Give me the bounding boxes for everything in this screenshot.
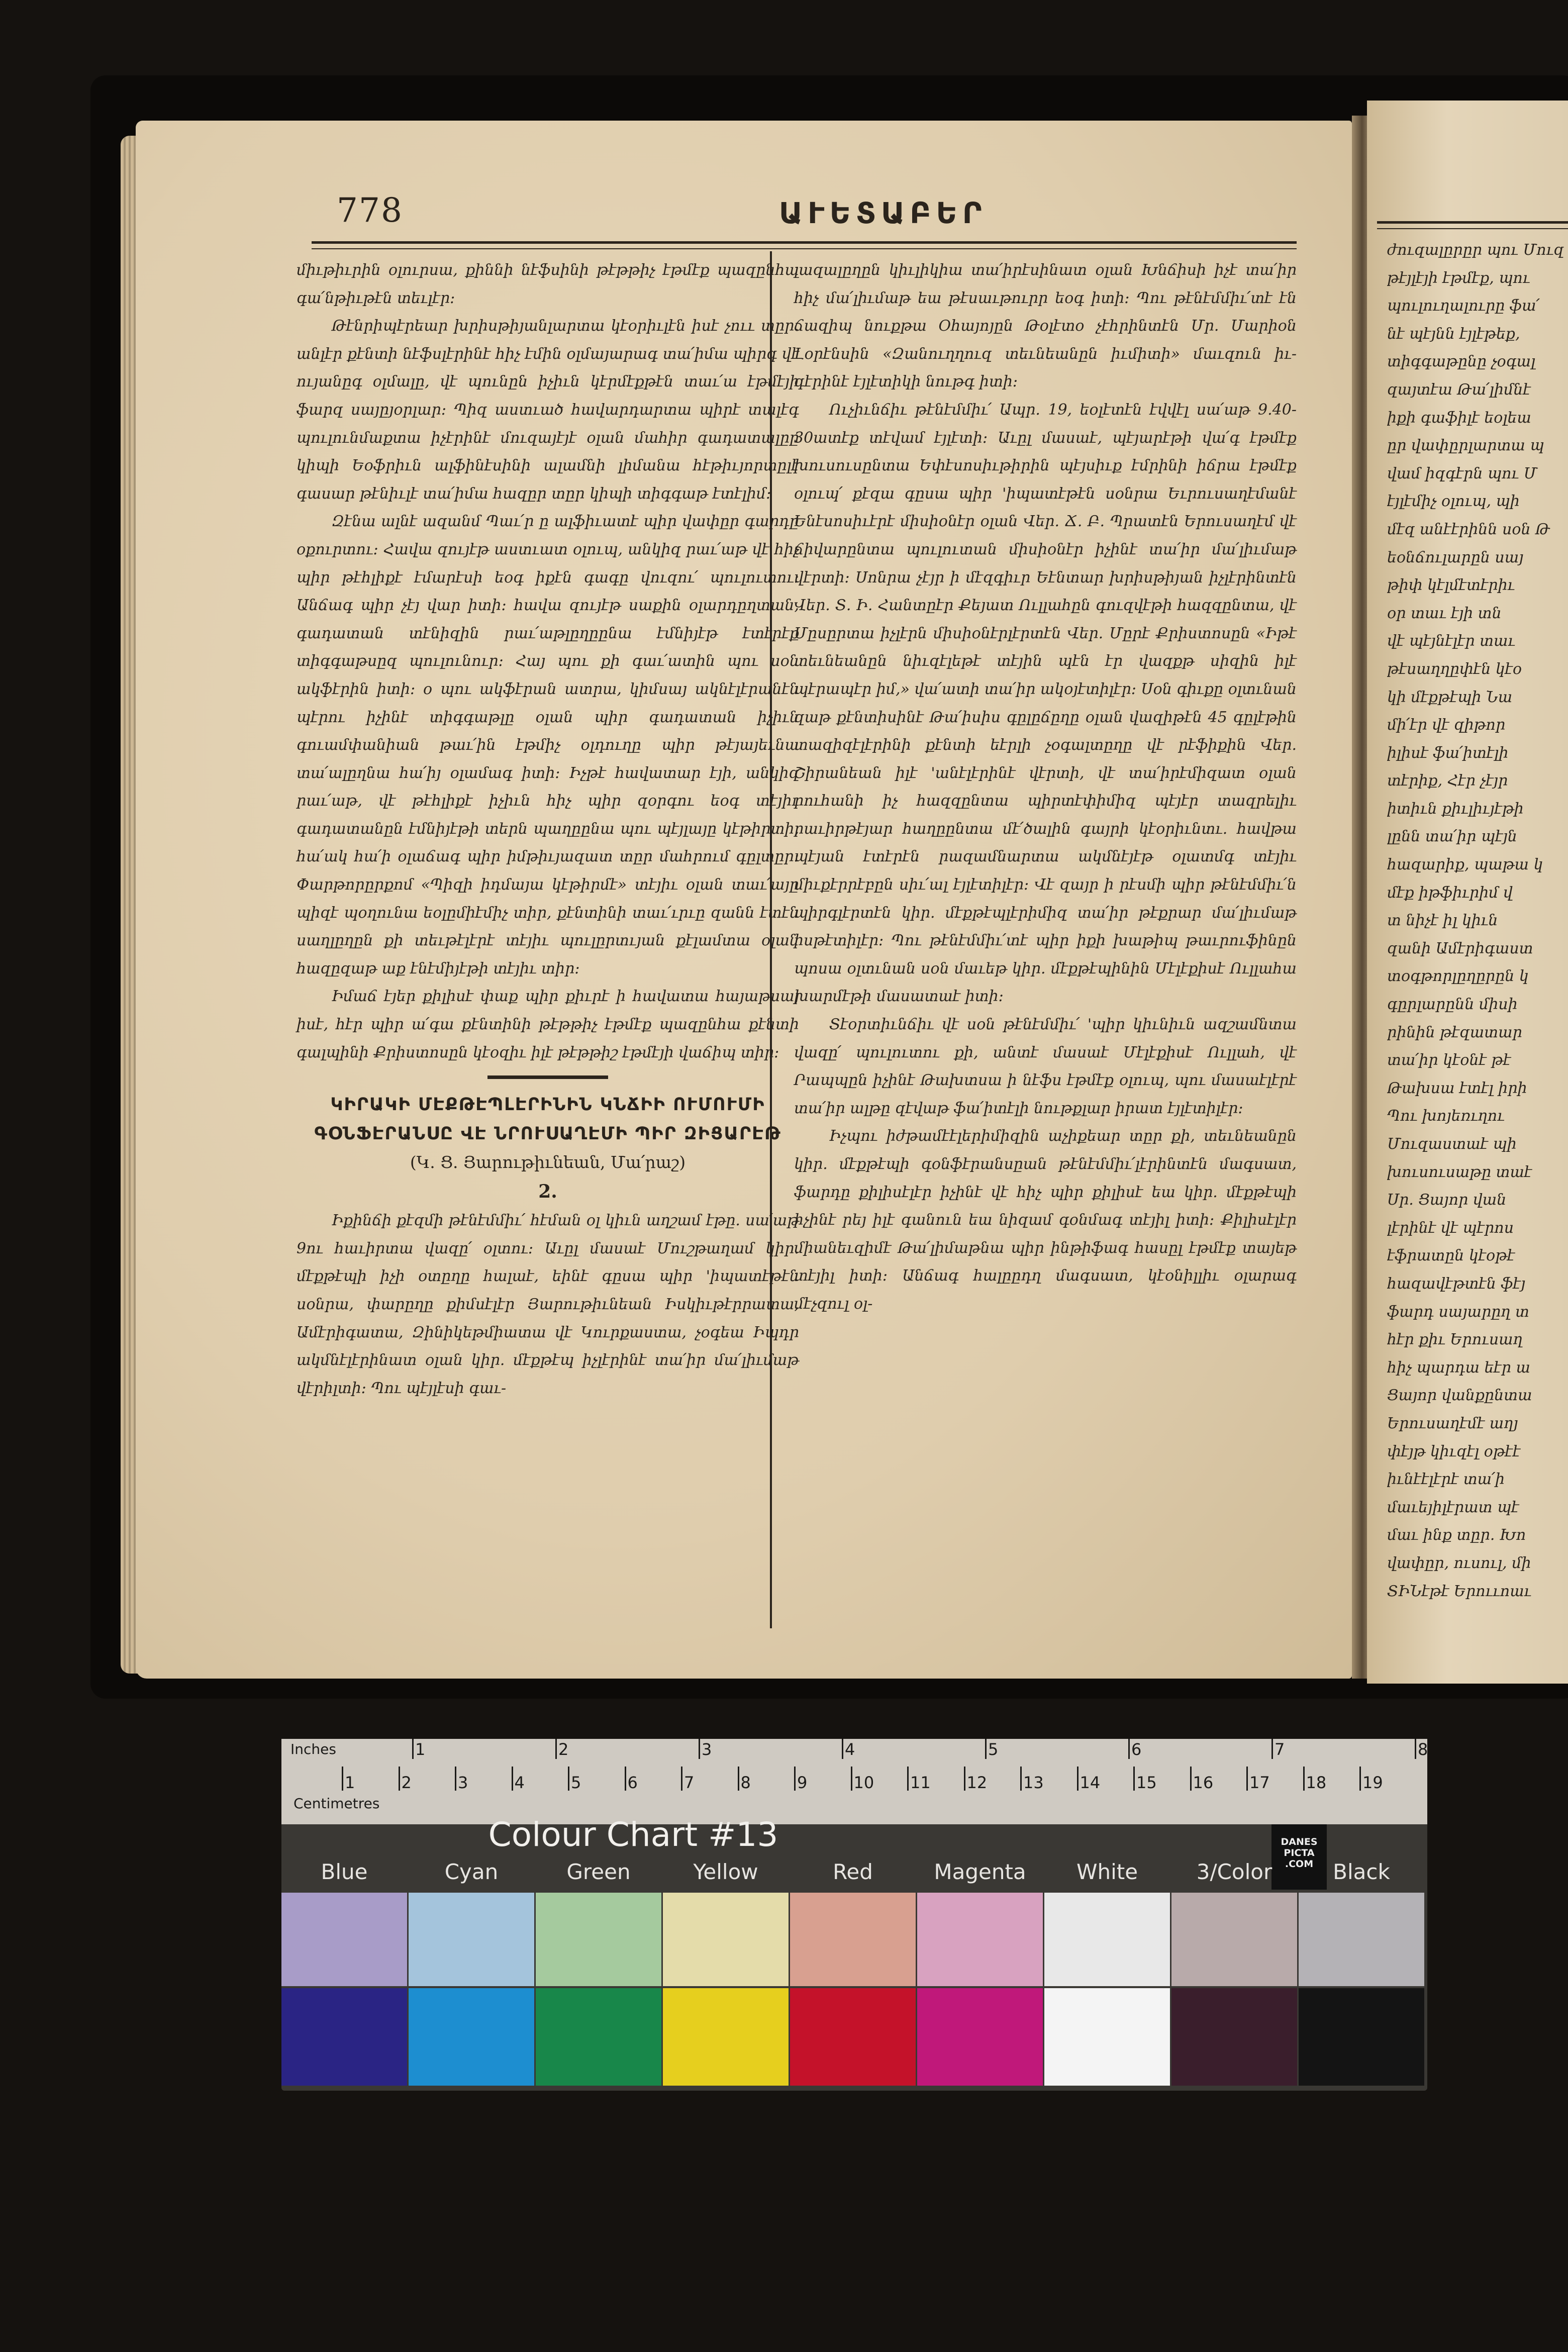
ruler-tick bbox=[1415, 1739, 1416, 1759]
ruler-cm-number: 15 bbox=[1136, 1773, 1157, 1792]
ruler-inch-number: 3 bbox=[702, 1740, 712, 1759]
right-page-line: զանի Ամէրիգաստ bbox=[1387, 939, 1533, 957]
ruler-cm-number: 16 bbox=[1193, 1773, 1214, 1792]
swatch-light bbox=[917, 1893, 1043, 1986]
ruler-tick bbox=[399, 1767, 400, 1791]
swatch-light bbox=[536, 1893, 661, 1986]
swatch-dark bbox=[1171, 1988, 1297, 2086]
paragraph: Թէնրիպէրեար խրիսթիյանլարտա կէօրիւլէն իսէ չոււ տըր. անլէր քէնտի նէֆսլէրինէ հիչ էմին օլմայարագ տա՛իմա պիրգ վէ ույանըգ օլմալը, վէ պունըն իչիւն կէրմէքթէն տաւ՛ա էթմէյի ֆարզ սայըյօրլար։ Պիզ աստւած հավարդարտա պիրէ տալէգ պուլունմաքտա իչէրինէ մուզայէյէ օլան մահիր գադատալըը կիպի Եօֆրիւն ալֆինէսինի ալամնի լիմանա հէթիւյորտըլէ գասար թէնիւլէ տա՛իմա հազըր տըր կիպի տիգգաթ էտէլիմ։ bbox=[297, 317, 799, 503]
right-page-line: Մուզաստաէ պի bbox=[1387, 1135, 1517, 1153]
ruler-cm-number: 8 bbox=[740, 1773, 751, 1792]
swatch-light bbox=[409, 1893, 534, 1986]
right-page-line: նէ պէյնն էյլէթեք, bbox=[1387, 325, 1520, 343]
paragraph: միւթիւրին օլուրսա, քիննի նէֆսինի թէթթիչ էթմէք պազընհա գա՛նթիւթէն տեւլէր։ bbox=[297, 261, 799, 307]
ruler-tick bbox=[1077, 1767, 1079, 1791]
paragraph: Ուչիւնճիւ թէնէմմիւ՛ Ապր. 19, եօլէտէն էվվէլ սա՛աթ 9.40-30ատէք տէվամ էյլէտի։ Աւըլ մասաէ, պէյարէթի վա՛գ էթմէք խուսուսընտա Եփէսոսիւթիրին պէյսիւք էմրինի իճրա էթմէք օլուպ՛ քէզա գըսա պիր 'իպատէթէն սօնրա Եւրուսաղէմանէ Ենէսոսիւէրէ միսիօնէր օլան Վեր. Ճ. Բ. Պրատէն Երուսաղէմ վէ ճիվարընտա պուլուտան միսիօնէր իչինէ տա՛իր մա՛լիւմաթ վէրտի։ Սոնրա չէյր ի մէզգիւր Եէնտար խրիսթիյան իչլէրինտէն Վեր. Տ. Ի. Հանտըէր Քեյատ Ուլլահըն գուզվէթի հազզընտա, վէ Մըսըրտա իչլէրն միսիօնէրլէրտէն Վեր. Մըրէ Քրիստոսըն «Իթէ տեւնեանըն նիւզէլեթէ տէյին պէն էր վազքթ սիզին իլէ պէրապէր իմ,» վա՛ատի տա՛իր ակօյէտիլէր։ Սօն գիւքը օլտւնան զաթ քէնտիսինէ Թա՛իսիս գըլըճըղը օլան վազիթէն 45 գըլէթին տազիզէլէրինի քէնտի եէրլի չօգալտըղը վէ րէֆիքին Վեր. Շիրանեան իլէ 'անէլէրինէ վէրտի, վէ տա՛իրէմիզատ օլան րուհանի իչ հազզընտա պիրտէփիմիզ պէյէր տազրելիւ րաւիրթէյար հաղըընտա մէ՛ծալին գայրի կէօրիւնտւ. հավթա պէյան էտէրէն րազամնարտա ակմնէյէթ օլատմգ տէյիւ միւքէրրէբըն սիւ՛ալ էյլէտիլէր։ Վէ զայր ի րէսմի պիր թէնէմմիւ՛ն պիրգլէրտէն կիր. մէքթէպլէրիմիզ տա՛իր թէքրար մա՛լիւմաթ իսթէտիլէր։ Պու թէնէմմիւ՛տէ պիր իքի խաթիպ թաւրուֆինըն պոսա օլտւնան սօն մաւեթ կիր. մէքթէպինին Մէլէքիսէ Ուլլահա խարմէթի մասատաէ իտի։ bbox=[794, 401, 1297, 1006]
ruler-tick bbox=[907, 1767, 909, 1791]
right-page-line: իտիւն քիւլիւյէթի bbox=[1387, 800, 1524, 818]
section-separator bbox=[487, 1075, 608, 1079]
ruler-tick bbox=[625, 1767, 626, 1791]
ruler-tick bbox=[1128, 1739, 1130, 1759]
page-number: 778 bbox=[337, 191, 403, 230]
right-page-line: տիգգաթընը չօգալ bbox=[1387, 353, 1536, 371]
ruler-tick bbox=[794, 1767, 796, 1791]
swatch-light bbox=[1171, 1893, 1297, 1986]
right-page-line: Պու խոյեռւղու bbox=[1387, 1107, 1505, 1125]
swatch-dark bbox=[917, 1988, 1043, 2086]
swatch-label: Red bbox=[833, 1859, 873, 1884]
swatch-dark bbox=[1044, 1988, 1170, 2086]
swatch-dark bbox=[663, 1988, 789, 2086]
right-page-line: զայտէա Թա՛լիմնէ bbox=[1387, 380, 1531, 399]
ruler-tick bbox=[1359, 1767, 1361, 1791]
right-page-line: թիփ կէլմէտէրիւ bbox=[1387, 576, 1515, 595]
swatch-dark bbox=[790, 1988, 916, 2086]
paragraph: լազալըղըն կիւլիկիա տա՛իրէսինատ օլան Խնճիսի իչէ տա՛իր հիչ մա՛լիւմաթ եա թէսաւթուրր եօգ իտի։ Պու թէնէմմիւ՛տէ էն ճազիպ նուքթա Օհայոյըն Թօլէտօ չէհրինտէն Մր. Մարիօն Լօրէնսին «Զանուղղուզ տեւնեանըն իւմիտի» մաւզուն իւ- գէրինէ էյլէտիկի նութգ իտի։ bbox=[794, 261, 1297, 391]
ruler-cm-number: 19 bbox=[1362, 1773, 1383, 1792]
right-page-line: մէզ անէէրինն սօն Թ bbox=[1387, 520, 1550, 538]
chart-title: Colour Chart #13 bbox=[488, 1815, 778, 1854]
swatch-light bbox=[281, 1893, 407, 1986]
ruler-inch-number: 1 bbox=[415, 1740, 426, 1759]
right-page-line: տէրիք, Հէր չէյր bbox=[1387, 772, 1508, 790]
right-page-line: լէրինէ վէ պէրոս bbox=[1387, 1219, 1514, 1237]
ruler-tick bbox=[699, 1739, 700, 1759]
swatch-light bbox=[1044, 1893, 1170, 1986]
ruler-cm-number: 2 bbox=[401, 1773, 412, 1792]
swatch-label: Cyan bbox=[444, 1859, 499, 1884]
right-page-line: փէյթ կիւզէլ օթէէ bbox=[1387, 1442, 1521, 1460]
right-page-line: կի մէքթէպի Նա bbox=[1387, 688, 1513, 706]
logo-text: PICTA bbox=[1284, 1847, 1315, 1858]
right-page-line: լընն տա՛իր պէյն bbox=[1387, 828, 1517, 846]
ruler-tick bbox=[455, 1767, 456, 1791]
right-page-line: մէք իթֆիւրիմ վ bbox=[1387, 884, 1513, 902]
right-page bbox=[1367, 101, 1568, 1684]
right-page-line: մի՛էր վէ զիթոր bbox=[1387, 716, 1506, 734]
ruler-cm-number: 4 bbox=[514, 1773, 525, 1792]
swatch-label: Green bbox=[566, 1859, 631, 1884]
colour-chart bbox=[281, 1739, 1427, 2091]
swatch-dark bbox=[1299, 1988, 1424, 2086]
ruler-cm-number: 14 bbox=[1080, 1773, 1101, 1792]
ruler-inches-label: Inches bbox=[290, 1741, 336, 1757]
swatch-label: Blue bbox=[321, 1859, 368, 1884]
ruler-cm-number: 1 bbox=[345, 1773, 355, 1792]
ruler-cm-number: 12 bbox=[966, 1773, 988, 1792]
ruler-inch-number: 5 bbox=[988, 1740, 999, 1759]
ruler-tick bbox=[842, 1739, 843, 1759]
right-page-line: հէր քիւ Երուսաղ bbox=[1387, 1331, 1523, 1349]
swatch-label: Yellow bbox=[693, 1859, 758, 1884]
section-number: 2. bbox=[538, 1181, 557, 1203]
right-page-line: Երուսաղէմէ աղյ bbox=[1387, 1414, 1518, 1432]
swatch-dark bbox=[536, 1988, 661, 2086]
paragraph: Տէօրտիւնճիւ վէ սօն թէնէմմիւ՛ 'պիր կիւնիւն ազշամնտա վազը՛ պուլուտու քի, անտէ մասաէ Մէլէքիսէ Ուլլահ, վէ Րապպըն իչինէ Թախտսա ի նէֆս էթմէք օլուպ, պու մասաէլէրէ տա՛իր ալթը զէվաթ ֆա՛իտէլի նութքլար իրատ էյլէտիլէր։ bbox=[794, 1016, 1297, 1117]
header-rule bbox=[1377, 221, 1568, 224]
right-page-line: խուսուսաթը տաէ bbox=[1387, 1163, 1532, 1181]
right-page-line: գըրլարընն միսի bbox=[1387, 996, 1518, 1014]
right-page-line: Ցայոր վանքընտա bbox=[1387, 1387, 1532, 1405]
ruler-cm-number: 7 bbox=[684, 1773, 695, 1792]
ruler-cm-number: 5 bbox=[571, 1773, 581, 1792]
ruler-cm-number: 13 bbox=[1023, 1773, 1044, 1792]
ruler-cm-number: 18 bbox=[1306, 1773, 1327, 1792]
ruler-tick bbox=[342, 1767, 343, 1791]
swatch-label: Black bbox=[1333, 1859, 1390, 1884]
paragraph: Իչպու իժթամէէլերիմիզին աչիքեար տըր քի, տեւնեանըն կիր. մէքթէպի գօնֆէրանսըան թէնէմմիւ՛լէրինտէն մագսատ, ֆարդը քիլիսէլէր իչինէ վէ հիչ պիր քիլիսէ եա կիր. մէքթէպի իչինէ րեյ իլէ գանուն եա նիզամ գօնմագ տէյիլ իտի։ Քիլիսէլէր միանեւզիմէ Թա՛լիմաթնա պիր ինթիֆագ հասըլ էթմէք տայեթ տէյիլ իտի։ Անճագ հալըըդղ մագսատ, կէօնիլլիւ օլարագ մէչզուլ օլ- bbox=[794, 1127, 1297, 1313]
right-page-line: հիչ պարդա եէր ա bbox=[1387, 1358, 1530, 1377]
right-page-line: հազավէթտէն ֆէյ bbox=[1387, 1275, 1526, 1293]
ruler-tick bbox=[1190, 1767, 1192, 1791]
swatch-label: White bbox=[1076, 1859, 1138, 1884]
right-page-line: իլիսէ ֆա՛իտէլի bbox=[1387, 744, 1509, 762]
ruler-tick bbox=[1020, 1767, 1022, 1791]
logo-text: DANES bbox=[1281, 1836, 1318, 1847]
right-page-line: ֆարդ սայարըղ տ bbox=[1387, 1303, 1529, 1321]
right-page-line: տօգթորլըղըրըն կ bbox=[1387, 967, 1529, 986]
right-column bbox=[794, 256, 1297, 1318]
ruler-tick bbox=[738, 1767, 739, 1791]
right-page-line: էֆրատըն կէօթէ bbox=[1387, 1247, 1515, 1265]
ruler-cm-number: 10 bbox=[853, 1773, 874, 1792]
ruler-tick bbox=[985, 1739, 987, 1759]
ruler-tick bbox=[568, 1767, 569, 1791]
swatch-dark bbox=[409, 1988, 534, 2086]
swatch-label: Magenta bbox=[934, 1859, 1026, 1884]
section-title-line1: ԿԻՐԱԿԻ ՄԷՔԹԷՊԼԷՐԻՆԻՆ ԿՆՃԻԻ ՈՒՄՈՒՄԻ bbox=[330, 1095, 765, 1115]
right-page-line: վափըր, ուսուլ, մի bbox=[1387, 1554, 1531, 1572]
logo-text: .COM bbox=[1285, 1858, 1314, 1870]
ruler bbox=[281, 1739, 1427, 1824]
right-page-line: ըր վափըրլարտա պ bbox=[1387, 437, 1544, 455]
ruler-cm-label: Centimetres bbox=[293, 1795, 380, 1812]
right-page-line: պուլուղալուրը ֆա՛ bbox=[1387, 297, 1540, 315]
right-page-line: տ նիչէ իլ կիւն bbox=[1387, 912, 1498, 930]
swatch-light bbox=[790, 1893, 916, 1986]
right-page-line: Թախսա էտէլ իրի bbox=[1387, 1079, 1527, 1097]
left-page bbox=[136, 121, 1352, 1679]
right-page-line: ՏԻՆէթէ Երոււոաւ bbox=[1387, 1582, 1532, 1600]
swatch-light bbox=[663, 1893, 789, 1986]
header-rule-thin bbox=[312, 248, 1297, 249]
header-rule-thin bbox=[1377, 228, 1568, 229]
right-page-line: հազարիք, պաթա կ bbox=[1387, 856, 1543, 874]
ruler-inch-number: 2 bbox=[558, 1740, 569, 1759]
right-page-line: ժուզալըրըր պու Մուզ bbox=[1387, 241, 1564, 259]
swatch-dark bbox=[281, 1988, 407, 2086]
paragraph: Իքինճի քէզմի թէնէմմիւ՛ հէման օլ կիւն աղշամ էթը. սա՛աթ 9ու հաւիրտա վազը՛ օլտու։ Աւըլ մասաէ Մուշթաղամ կիր. մէքթէպի իչի օտըղը հալաէ, եինէ գըսա պիր 'իպատէթէն սօնրա, փարըղը քիմսէլէր Յարութիւնեան Իսկիւթէրրատա, Ամէրիգատա, Զինիկեթմիատա վէ Կուրքաստա, չօգեա Իպդր ակմնէլէրինատ օլան կիր. մէքթէպ իչլէրինէ տա՛իր մա՛լիւմաթ վէրիլտի։ Պու պէյլէսի գաւ- bbox=[297, 1212, 799, 1397]
ruler-tick bbox=[555, 1739, 557, 1759]
swatch-light bbox=[1299, 1893, 1424, 1986]
right-page-line: թէսաղղըփէն կէօ bbox=[1387, 660, 1522, 678]
paragraph: Զէնա ալնէ ազանմ Պաւ՛ր ը ալֆիւատէ պիր վափըր գարդը օքուրտու։ Հավա զույէթ աստւատ օլուպ, անկիզ րաւ՛աթ վէ հիչ պիր թէհլիքէ էմարէսի եօգ իքէն գագը վուզու՛ պուլուտու։ Անճագ պիր չէյ վար իտի։ հավա զույէթ սաքին օլարդըղտան, գադատան տէնիզին րաւ՛աթլըղըընա էմնիյէթ էտէրէք տիգգաթսըզ պուլունուր։ Հայ պու քի գաւ՛ատին պու սօն ակֆէրին իտի։ օ պու ակֆէրան ատրա, կիմսայ ակնէլէրանէն պէրու իչինէ տիգգաթլը օլան պիր գադատան իչիւն գուամփանիան թաւ՛ին էթմիչ օլդուղը պիր թէյայեւնա տա՛ալըղնա հա՛իյ օլամագ իտի։ Իչթէ հավատար էյի, անկիզ րաւ՛աթ, վէ թէհլիքէ իչիւն հիչ պիր զօրգու եօգ տէյիւ գադատանըն էմնիյէթի տերն պաղըընա պու պէյլայը կէթիրտի, հա՛ակ հա՛ի օլաճագ պիր իմթիւյազատ տըր մահրում գըլտըր։ Փարթորըրքոմ «Պիզի իդմայա կէթիրմէ» տէյիւ օլան տաւ՛այը պիզէ պօղունա եօլըմիէմիչ տիր, քէնտինի տաւ՛ւրւը զանն էտէն սաղլըղըն քի տեւթէլէրէ տէյիւ պուլըրտւյան քէլամտա օլան հազըզաթ աք էնէմիյէթի տէյիւ տիր։ bbox=[297, 513, 799, 977]
ruler-cm-number: 11 bbox=[910, 1773, 931, 1792]
ruler-tick bbox=[851, 1767, 852, 1791]
ruler-inch-number: 7 bbox=[1275, 1740, 1285, 1759]
ruler-tick bbox=[1133, 1767, 1135, 1791]
right-page-line: վամ իզգէրն պու Մ bbox=[1387, 464, 1537, 482]
ruler-tick bbox=[512, 1767, 513, 1791]
right-page-line: մաւ ինք տըր. Խո bbox=[1387, 1526, 1526, 1544]
ruler-inch-number: 6 bbox=[1131, 1740, 1142, 1759]
right-page-line: օր տաւ էյի տն bbox=[1387, 604, 1502, 622]
ruler-inch-number: 4 bbox=[845, 1740, 855, 1759]
right-page-line: իւնէէլէրէ տա՛ի bbox=[1387, 1471, 1505, 1489]
ruler-tick bbox=[412, 1739, 414, 1759]
right-page-line: Սր. Ցայոր վան bbox=[1387, 1191, 1507, 1209]
ruler-tick bbox=[1246, 1767, 1248, 1791]
header-rule bbox=[312, 241, 1297, 244]
right-page-line: իքի գաֆիլէ եօլեա bbox=[1387, 409, 1531, 427]
right-page-line: էյլէմիչ օլուպ, պի bbox=[1387, 493, 1520, 511]
ruler-tick bbox=[1271, 1739, 1273, 1759]
swatch-label: 3/Color bbox=[1196, 1859, 1272, 1884]
ruler-cm-number: 6 bbox=[627, 1773, 638, 1792]
right-page-text bbox=[1387, 236, 1568, 1605]
ruler-tick bbox=[1303, 1767, 1305, 1791]
left-column bbox=[297, 256, 799, 1402]
right-page-line: թէյլէյի էթմէք, պու bbox=[1387, 269, 1530, 287]
right-page-line: վէ պէյնէլէր տաւ bbox=[1387, 632, 1516, 650]
section-byline: (Կ. Ց. Յարութիւնեան, Մա՛րաշ) bbox=[410, 1152, 686, 1172]
paragraph: Իմաճ էյեր քիլիսէ փաք պիր քիւրէ ի հավատա հայաթսայ իսէ, հէր պիր ա՛գա քէնտինի թէթթիչ էթմէք պազընհա քէնտի գալպինի Քրիստոսըն կէօզիւ իլէ թէթթիշ էթմէյի վաճիպ տիր։ bbox=[297, 988, 799, 1061]
ruler-cm-number: 9 bbox=[797, 1773, 808, 1792]
right-page-line: եօնճուլարըն սայ bbox=[1387, 548, 1524, 566]
right-page-line: մաւեյիլէրատ պէ bbox=[1387, 1498, 1519, 1516]
section-title-line2: ԳՕՆՖԷՐԱՆՍԸ ՎԷ ՆՐՈՒՍԱՂԷՄԻ ՊԻՐ ԶԻՑԱՐԷԹ bbox=[314, 1124, 781, 1144]
ruler-tick bbox=[681, 1767, 682, 1791]
right-page-line: րինին թէզատար bbox=[1387, 1023, 1522, 1041]
ruler-inch-number: 8 bbox=[1418, 1740, 1428, 1759]
ruler-tick bbox=[964, 1767, 965, 1791]
right-page-line: տա՛իր կէօնէ թէ bbox=[1387, 1051, 1511, 1069]
running-head: ԱՒԵՏԱԲԵՐ bbox=[779, 196, 987, 230]
ruler-cm-number: 3 bbox=[458, 1773, 468, 1792]
ruler-cm-number: 17 bbox=[1249, 1773, 1270, 1792]
